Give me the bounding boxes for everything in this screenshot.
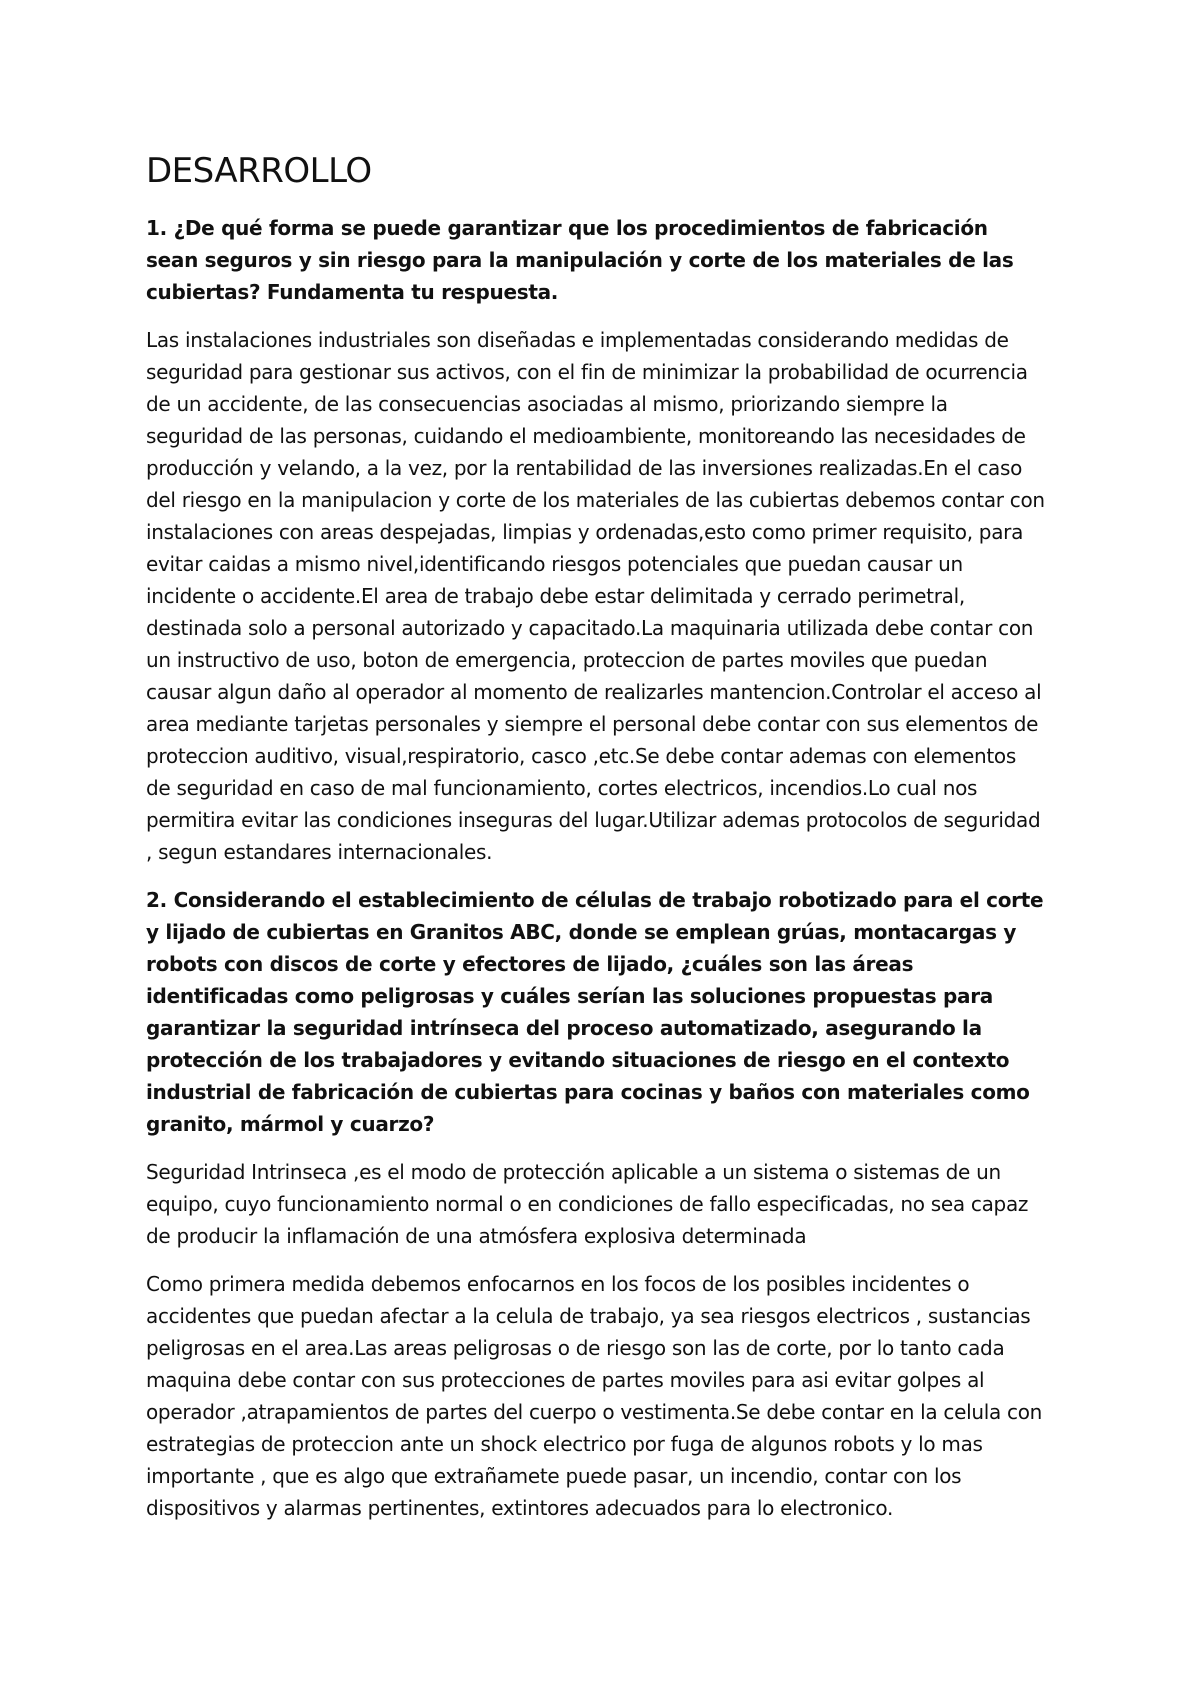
document-title: DESARROLLO <box>146 151 372 191</box>
answer-2-definition: Seguridad Intrinseca ,es el modo de protección aplicable a un sistema o sistemas de un equipo, cuyo funcionamiento normal o en condiciones de fallo especificadas, no sea capaz de producir la inflamación de una atmósfera explosiva determinada <box>146 1160 1029 1248</box>
question-2: 2. Considerando el establecimiento de células de trabajo robotizado para el corte y lijado de cubiertas en Granitos ABC, donde se emplean grúas, montacargas y robots con discos de corte y efectores de lijado, ¿cuáles son las áreas identificadas como peligrosas y cuáles serían las soluciones propuestas para garantizar la seguridad intrínseca del proceso automatizado, asegurando la protección de los trabajadores y evitando situaciones de riesgo en el contexto industrial de fabricación de cubiertas para cocinas y baños con materiales como granito, mármol y cuarzo? <box>146 888 1044 1136</box>
question-1: 1. ¿De qué forma se puede garantizar que los procedimientos de fabricación sean seguros y sin riesgo para la manipulación y corte de los materiales de las cubiertas? Fundamenta tu respuesta. <box>146 216 1014 304</box>
answer-2-measures: Como primera medida debemos enfocarnos en los focos de los posibles incidentes o accidentes que puedan afectar a la celula de trabajo, ya sea riesgos electricos , sustancias peligrosas en el area.Las areas peligrosas o de riesgo son las de corte, por lo tanto cada maquina debe contar con sus protecciones de partes moviles para asi evitar golpes al operador ,atrapamientos de partes del cuerpo o vestimenta.Se debe contar en la celula con estrategias de proteccion ante un shock electrico por fuga de algunos robots y lo mas importante , que es algo que extrañamete puede pasar, un incendio, contar con los dispositivos y alarmas pertinentes, extintores adecuados para lo electronico. <box>146 1272 1043 1520</box>
answer-1: Las instalaciones industriales son diseñadas e implementadas considerando medidas de seguridad para gestionar sus activos, con el fin de minimizar la probabilidad de ocurrencia de un accidente, de las consecuencias asociadas al mismo, priorizando siempre la seguridad de las personas, cuidando el medioambiente, monitoreando las necesidades de producción y velando, a la vez, por la rentabilidad de las inversiones realizadas.En el caso del riesgo en la manipulacion y corte de los materiales de las cubiertas debemos contar con instalaciones con areas despejadas, limpias y ordenadas,esto como primer requisito, para evitar caidas a mismo nivel,identificando riesgos potenciales que puedan causar un incidente o accidente.El area de trabajo debe estar delimitada y cerrado perimetral, destinada solo a personal autorizado y capacitado.La maquinaria utilizada debe contar con un instructivo de uso, boton de emergencia, proteccion de partes moviles que puedan causar algun daño al operador al momento de realizarles mantencion.Controlar el acceso al area mediante tarjetas personales y siempre el personal debe contar con sus elementos de proteccion auditivo, visual,respiratorio, casco ,etc.Se debe contar ademas con elementos de seguridad en caso de mal funcionamiento, cortes electricos, incendios.Lo cual nos permitira evitar las condiciones inseguras del lugar.Utilizar ademas protocolos de seguridad , segun estandares internacionales. <box>146 328 1045 864</box>
document-body <box>146 150 1046 1540</box>
